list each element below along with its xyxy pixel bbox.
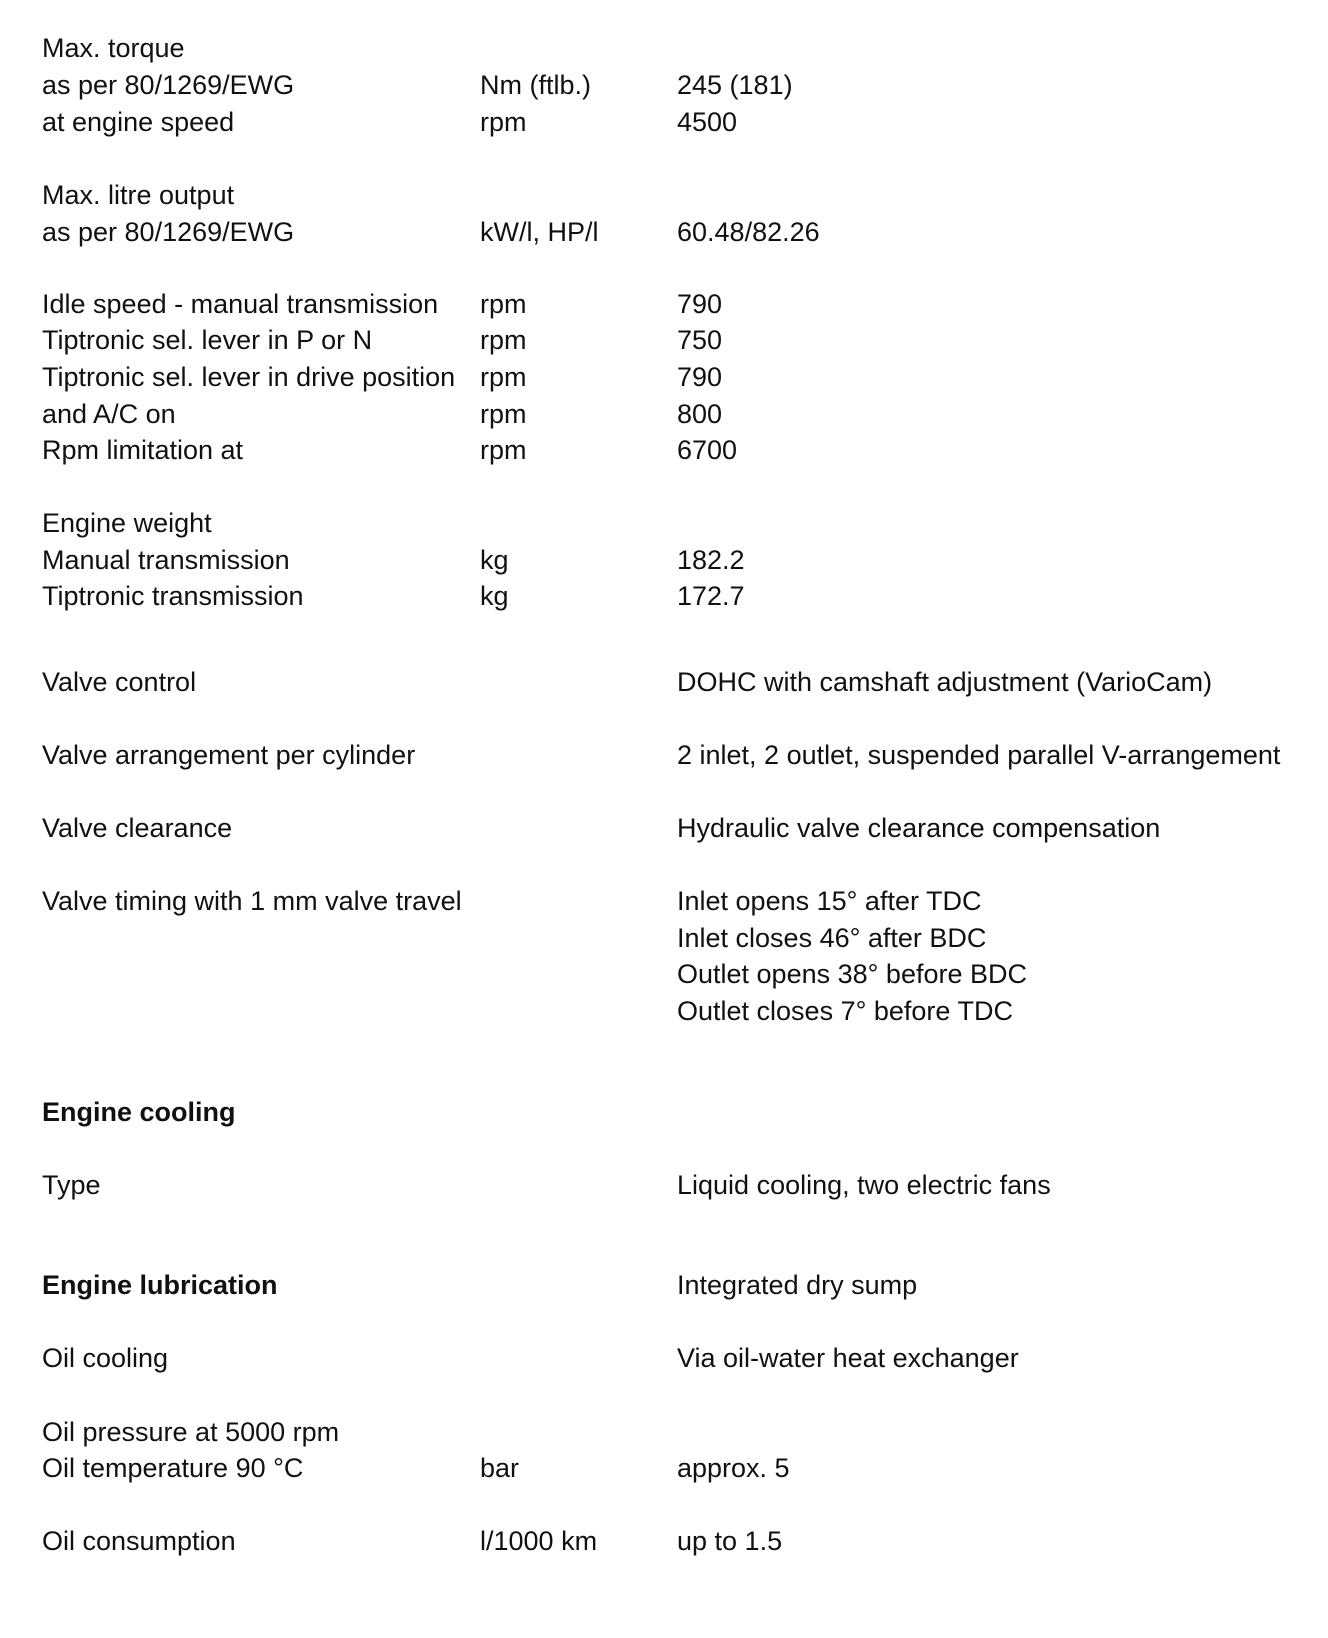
row-unit: rpm <box>480 289 527 319</box>
row-label: and A/C on <box>42 399 176 429</box>
row-value: 790 <box>677 362 723 392</box>
row-unit: rpm <box>480 399 527 429</box>
row-label: Valve clearance <box>42 813 233 843</box>
row-unit: rpm <box>480 362 527 392</box>
row-label: Tiptronic sel. lever in drive position <box>42 362 456 392</box>
row-label: Valve control <box>42 667 197 697</box>
spec-row-valve-timing-outlet-opens <box>0 956 1328 992</box>
spec-row-oil-cooling <box>0 1340 1328 1376</box>
row-value: 2 inlet, 2 outlet, suspended parallel V-arrangement <box>677 740 1281 770</box>
row-label: Valve timing with 1 mm valve travel <box>42 886 462 916</box>
spec-row-torque-standard <box>0 67 1328 103</box>
row-label: Valve arrangement per cylinder <box>42 740 416 770</box>
row-label: as per 80/1269/EWG <box>42 217 295 247</box>
spec-row-rpm-limitation <box>0 432 1328 468</box>
row-value: Inlet opens 15° after TDC <box>677 886 982 916</box>
row-unit: kg <box>480 545 509 575</box>
spec-row-max-litre-output <box>0 177 1328 213</box>
spec-row-valve-clearance <box>0 810 1328 846</box>
row-unit: bar <box>480 1453 520 1483</box>
row-unit: kg <box>480 581 509 611</box>
spec-row-valve-control <box>0 664 1328 700</box>
row-value: approx. 5 <box>677 1453 790 1483</box>
row-label: Max. litre output <box>42 180 235 210</box>
row-label: Manual transmission <box>42 545 290 575</box>
row-label: Oil consumption <box>42 1526 236 1556</box>
row-value: Integrated dry sump <box>677 1270 918 1300</box>
spec-row-valve-timing-outlet-closes <box>0 993 1328 1029</box>
row-value: Via oil-water heat exchanger <box>677 1343 1019 1373</box>
row-label: Tiptronic sel. lever in P or N <box>42 325 373 355</box>
row-label: Rpm limitation at <box>42 435 244 465</box>
row-unit: rpm <box>480 325 527 355</box>
row-label: as per 80/1269/EWG <box>42 70 295 100</box>
row-unit: l/1000 km <box>480 1526 598 1556</box>
spec-row-torque-speed <box>0 104 1328 140</box>
row-value: DOHC with camshaft adjustment (VarioCam) <box>677 667 1213 697</box>
row-label: Idle speed - manual transmission <box>42 289 439 319</box>
row-unit: rpm <box>480 107 527 137</box>
section-heading-engine-lubrication <box>0 1267 1328 1303</box>
spec-row-oil-pressure <box>0 1414 1328 1450</box>
spec-row-idle-tiptronic-drive <box>0 359 1328 395</box>
row-value: 245 (181) <box>677 70 793 100</box>
spec-row-idle-manual <box>0 286 1328 322</box>
row-label: Type <box>42 1170 101 1200</box>
row-value: 790 <box>677 289 723 319</box>
spec-row-cooling-type <box>0 1167 1328 1203</box>
row-value: 60.48/82.26 <box>677 217 820 247</box>
row-value: 6700 <box>677 435 738 465</box>
row-value: 182.2 <box>677 545 745 575</box>
spec-row-litre-output-standard <box>0 214 1328 250</box>
spec-row-valve-timing <box>0 883 1328 919</box>
row-value: up to 1.5 <box>677 1526 783 1556</box>
row-label: Oil pressure at 5000 rpm <box>42 1417 340 1447</box>
spec-row-max-torque <box>0 30 1328 66</box>
spec-row-idle-tiptronic-pn <box>0 322 1328 358</box>
row-value: 800 <box>677 399 723 429</box>
row-unit: Nm (ftlb.) <box>480 70 591 100</box>
row-value: Outlet closes 7° before TDC <box>677 996 1013 1026</box>
spec-row-valve-arrangement <box>0 737 1328 773</box>
section-title: Engine cooling <box>42 1097 236 1127</box>
row-unit: kW/l, HP/l <box>480 217 599 247</box>
spec-row-idle-ac-on <box>0 396 1328 432</box>
row-value: 4500 <box>677 107 738 137</box>
row-value: Inlet closes 46° after BDC <box>677 923 987 953</box>
spec-row-engine-weight <box>0 505 1328 541</box>
row-label: Engine weight <box>42 508 212 538</box>
row-value: Hydraulic valve clearance compensation <box>677 813 1161 843</box>
row-value: Outlet opens 38° before BDC <box>677 959 1027 989</box>
spec-row-valve-timing-inlet-closes <box>0 920 1328 956</box>
row-value: 172.7 <box>677 581 745 611</box>
spec-row-weight-tiptronic <box>0 578 1328 614</box>
row-value: 750 <box>677 325 723 355</box>
row-label: Oil cooling <box>42 1343 169 1373</box>
spec-row-oil-consumption <box>0 1523 1328 1559</box>
row-label: Oil temperature 90 °C <box>42 1453 304 1483</box>
spec-row-weight-manual <box>0 542 1328 578</box>
spec-row-oil-temperature <box>0 1450 1328 1486</box>
section-title: Engine lubrication <box>42 1270 278 1300</box>
row-value: Liquid cooling, two electric fans <box>677 1170 1051 1200</box>
section-heading-engine-cooling <box>0 1094 1328 1130</box>
row-label: Max. torque <box>42 33 185 63</box>
row-label: Tiptronic transmission <box>42 581 304 611</box>
row-label: at engine speed <box>42 107 235 137</box>
row-unit: rpm <box>480 435 527 465</box>
